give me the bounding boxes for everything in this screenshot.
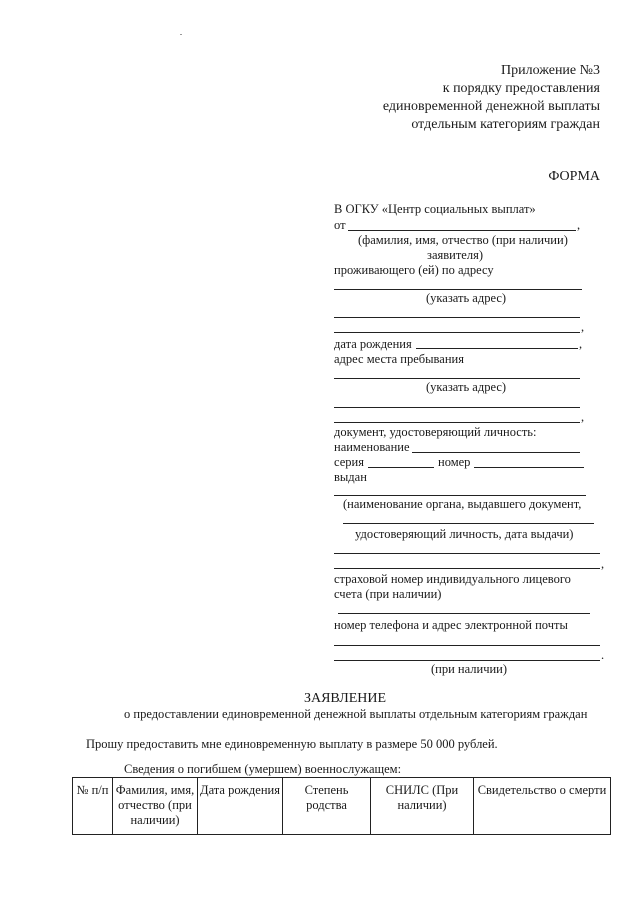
col-death-certificate: Свидетельство о смерти bbox=[474, 778, 611, 835]
contact-field[interactable] bbox=[334, 645, 600, 646]
appendix-line-3: единовременной денежной выплаты bbox=[382, 99, 600, 114]
comma-4: , bbox=[581, 410, 585, 424]
address-field[interactable] bbox=[334, 289, 582, 290]
issuer-hint: (наименование органа, выдавшего документ, bbox=[343, 497, 582, 511]
table-header-row bbox=[73, 778, 611, 835]
id-document-label: документ, удостоверяющий личность: bbox=[334, 425, 537, 439]
issuer-field-4[interactable] bbox=[334, 568, 600, 569]
residing-label: проживающего (ей) по адресу bbox=[334, 263, 494, 277]
if-any-hint: (при наличии) bbox=[431, 662, 508, 676]
applicant-name-field[interactable] bbox=[348, 230, 576, 231]
from-label: от bbox=[334, 218, 346, 232]
birth-date-label: дата рождения bbox=[334, 337, 412, 351]
comma-2: , bbox=[581, 320, 585, 334]
appendix-line-2: к порядку предоставления bbox=[442, 81, 600, 96]
issuer-field-3[interactable] bbox=[334, 553, 600, 554]
statement-subtitle: о предоставлении единовременной денежной выплаты отдельным категориям граждан bbox=[124, 707, 588, 721]
address-field-3[interactable] bbox=[334, 332, 580, 333]
contact-label: номер телефона и адрес электронной почты bbox=[334, 618, 568, 632]
stay-address-field-2[interactable] bbox=[334, 407, 580, 408]
issuer-field-2[interactable] bbox=[343, 523, 594, 524]
deceased-table bbox=[72, 777, 611, 835]
statement-title: ЗАЯВЛЕНИЕ bbox=[303, 691, 387, 706]
snils-label: страховой номер индивидуального лицевого bbox=[334, 572, 571, 586]
snils-field[interactable] bbox=[338, 613, 590, 614]
period-mark: . bbox=[601, 648, 605, 662]
recipient-org: В ОГКУ «Центр социальных выплат» bbox=[334, 202, 536, 216]
stay-address-label: адрес места пребывания bbox=[334, 352, 464, 366]
doc-name-label: наименование bbox=[334, 440, 410, 454]
comma-3: , bbox=[579, 337, 583, 351]
comma-5: , bbox=[601, 557, 605, 571]
col-full-name: Фамилия, имя, отчество (при наличии) bbox=[113, 778, 198, 835]
col-relationship: Степень родства bbox=[283, 778, 371, 835]
issued-label: выдан bbox=[334, 470, 367, 484]
col-number: № п/п bbox=[73, 778, 113, 835]
scan-speck bbox=[180, 34, 182, 35]
snils-label-2: счета (при наличии) bbox=[334, 587, 442, 601]
doc-name-field[interactable] bbox=[412, 452, 580, 453]
col-snils: СНИЛС (При наличии) bbox=[371, 778, 474, 835]
stay-address-hint: (указать адрес) bbox=[426, 380, 507, 394]
appendix-number: Приложение №3 bbox=[501, 63, 600, 78]
comma-1: , bbox=[577, 218, 581, 232]
stay-address-field-3[interactable] bbox=[334, 422, 580, 423]
fio-hint-applicant: заявителя) bbox=[427, 248, 483, 262]
series-label: серия bbox=[334, 455, 364, 469]
fio-hint: (фамилия, имя, отчество (при наличии) bbox=[358, 233, 568, 247]
issuer-hint-2: удостоверяющий личность, дата выдачи) bbox=[355, 527, 574, 541]
number-field[interactable] bbox=[474, 467, 584, 468]
appendix-line-4: отдельным категориям граждан bbox=[411, 117, 600, 132]
address-field-2[interactable] bbox=[334, 317, 580, 318]
form-label: ФОРМА bbox=[548, 169, 600, 184]
contact-field-2[interactable] bbox=[334, 660, 600, 661]
payment-request: Прошу предоставить мне единовременную выплату в размере 50 000 рублей. bbox=[86, 737, 498, 751]
number-label: номер bbox=[438, 455, 471, 469]
deceased-info-label: Сведения о погибшем (умершем) военнослужащем: bbox=[124, 762, 402, 776]
col-birth-date: Дата рождения bbox=[198, 778, 283, 835]
stay-address-field[interactable] bbox=[334, 378, 580, 379]
address-hint: (указать адрес) bbox=[426, 291, 507, 305]
birth-date-field[interactable] bbox=[416, 348, 578, 349]
issuer-field[interactable] bbox=[334, 495, 586, 496]
series-field[interactable] bbox=[368, 467, 434, 468]
